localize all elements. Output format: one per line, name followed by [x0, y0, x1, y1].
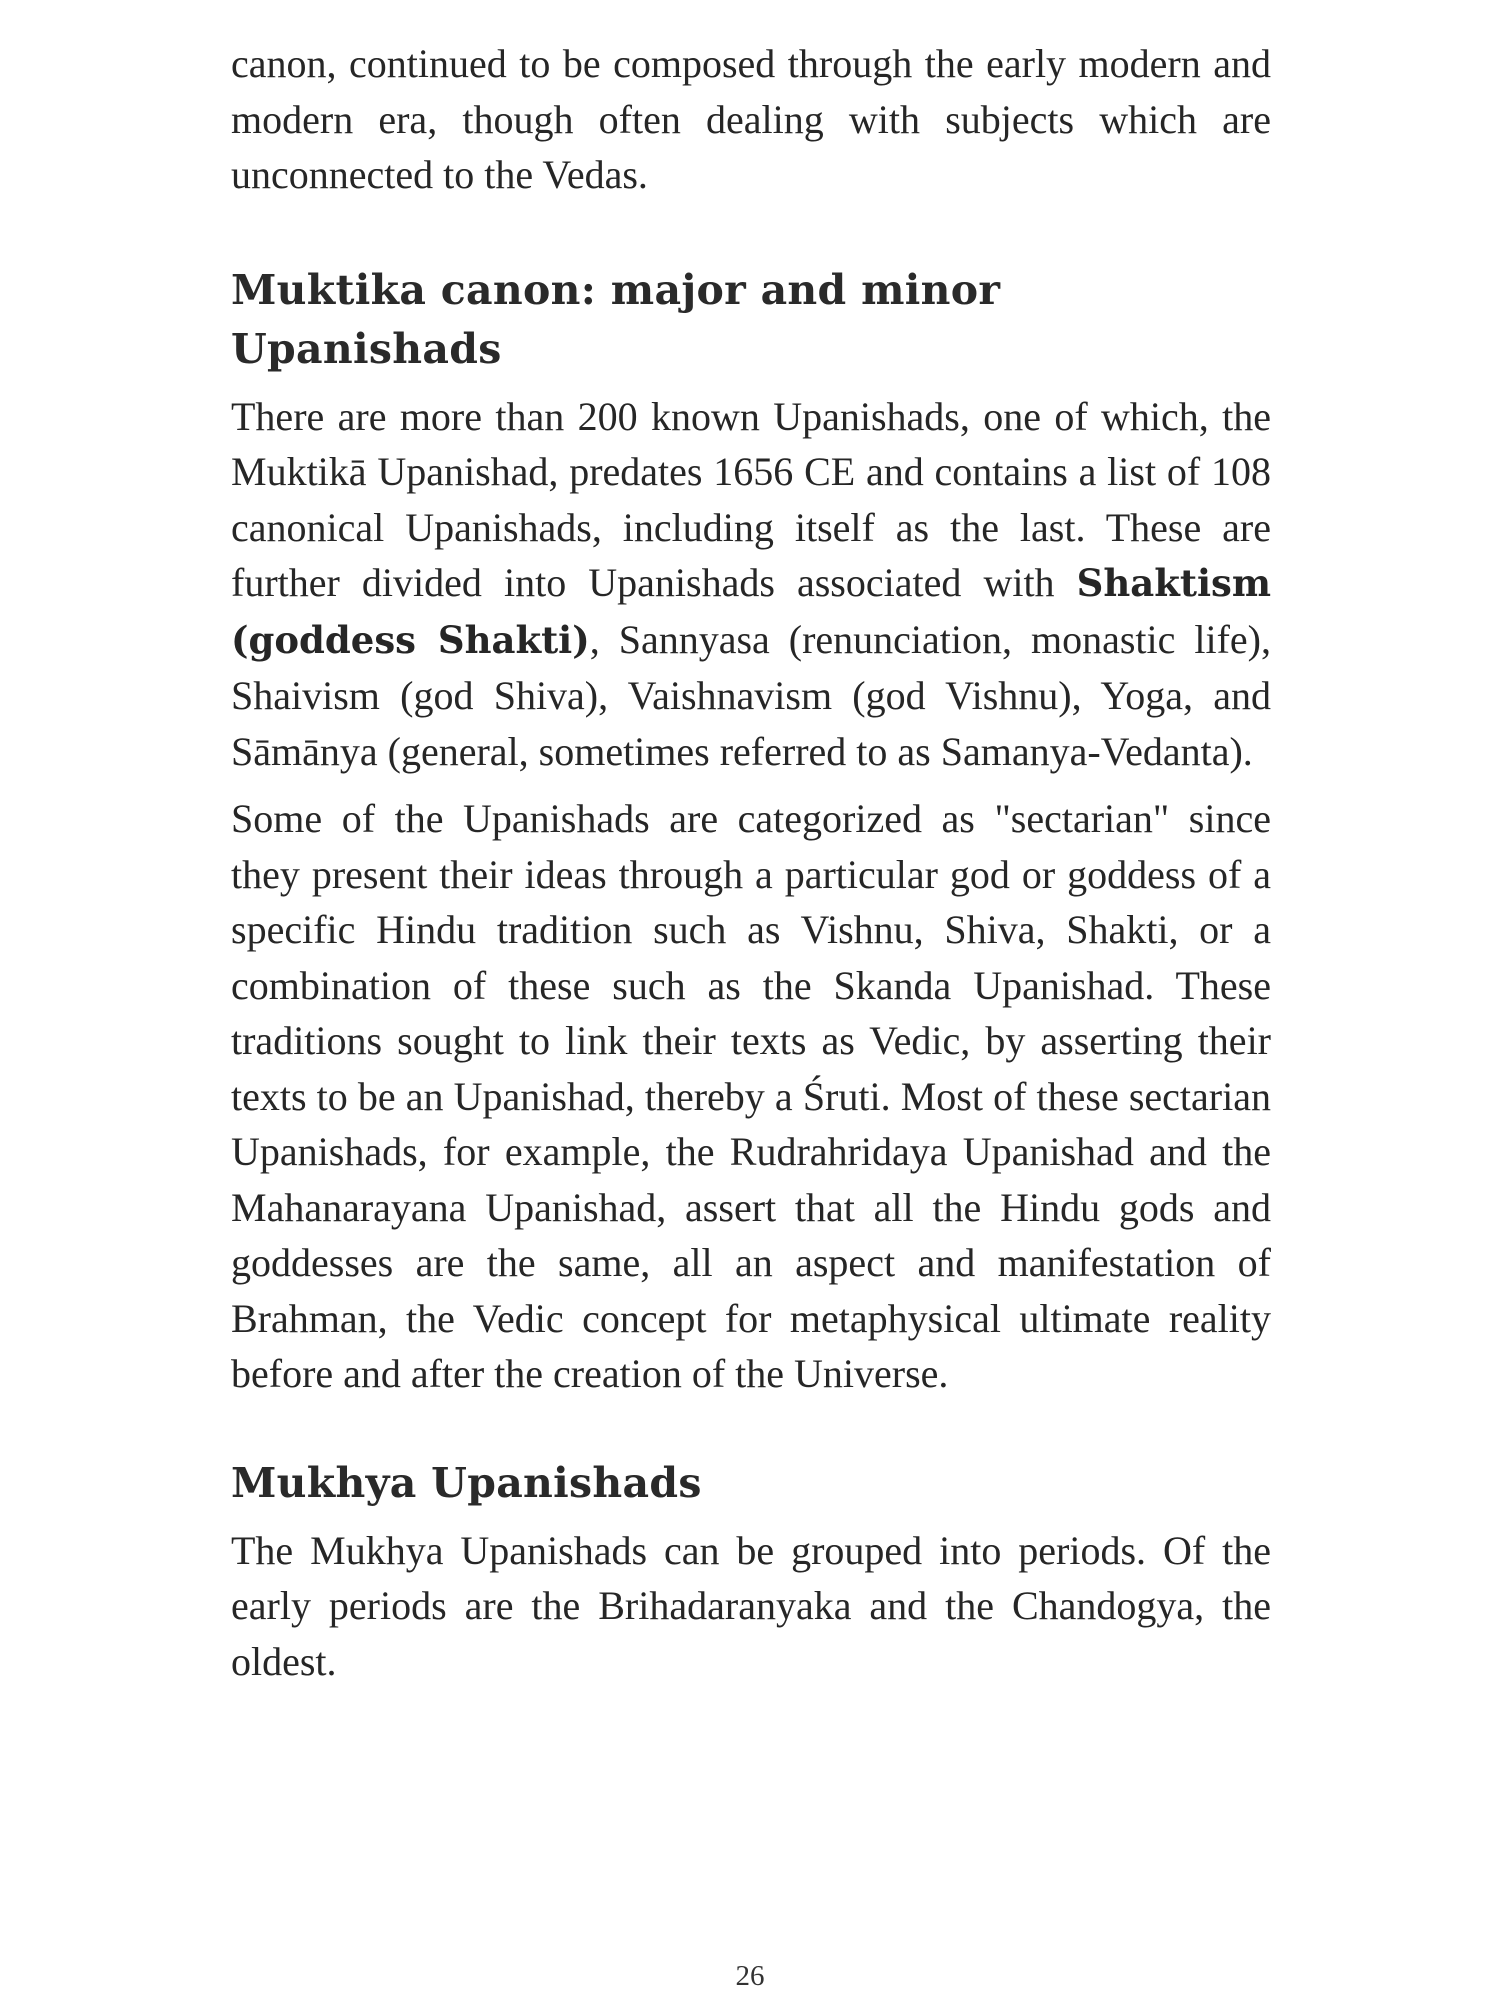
paragraph-text-after-bold: , Sannyasa (renunciation, monastic life), Shaivism (god Shiva), Vaishnavism (god Vishnu), Yoga, and Sāmānya (general, sometimes referred to as Samanya-Vedanta). [231, 616, 1272, 774]
page-content [231, 36, 1271, 1966]
intro-paragraph: canon, continued to be composed through the early modern and modern era, though often dealing with subjects which are unconnected to the Vedas. [231, 41, 1271, 197]
page-number: 26 [735, 1960, 765, 1992]
paragraph-text-before-bold: There are more than 200 known Upanishads, one of which, the Muktikā Upanishad, predates 1656 CE and contains a list of 108 canonical Upanishads, including itself as the last. These are further divided into Upanishads associated with [231, 393, 1271, 605]
bold-term-shaktism: Shaktism (goddess Shakti) [231, 561, 1271, 662]
section-heading-mukhya: Mukhya Upanishads [231, 1458, 702, 1507]
section-heading-muktika: Muktika canon: major and minor Upanishads [231, 265, 1001, 373]
paragraph-mukhya-upanishads: The Mukhya Upanishads can be grouped into periods. Of the early periods are the Brihadaranyaka and the Chandogya, the oldest. [231, 1527, 1271, 1684]
paragraph-muktika-canon [231, 389, 1271, 780]
paragraph-sectarian-upanishads: Some of the Upanishads are categorized as "sectarian" since they present their ideas through a particular god or goddess of a specific Hindu tradition such as Vishnu, Shiva, Shakti, or a combination of these such as the Skanda Upanishad. These traditions sought to link their texts as Vedic, by asserting their texts to be an Upanishad, thereby a Śruti. Most of these sectarian Upanishads, for example, the Rudrahridaya Upanishad and the Mahanarayana Upanishad, assert that all the Hindu gods and goddesses are the same, all an aspect and manifestation of Brahman, the Vedic concept for metaphysical ultimate reality before and after the creation of the Universe. [231, 796, 1271, 1396]
